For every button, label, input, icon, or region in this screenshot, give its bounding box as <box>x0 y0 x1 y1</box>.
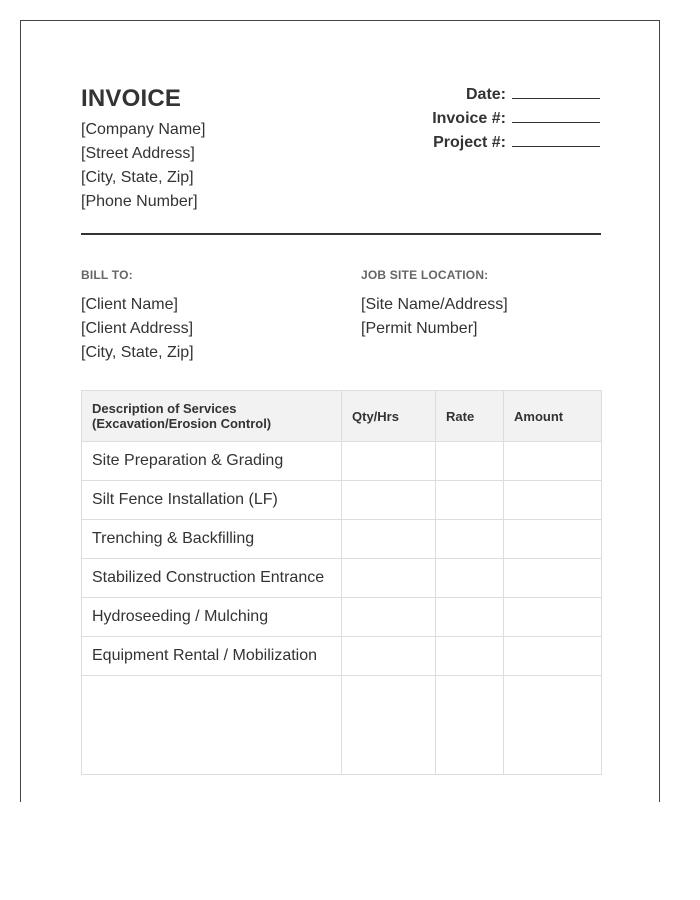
amount-cell[interactable] <box>504 559 602 598</box>
invoice-number-row <box>432 107 600 131</box>
amount-cell[interactable] <box>504 676 602 775</box>
qty-cell[interactable] <box>342 598 436 637</box>
date-field[interactable] <box>512 84 600 99</box>
client-city: [City, State, Zip] <box>81 344 194 361</box>
job-site-label: JOB SITE LOCATION: <box>361 268 489 282</box>
table-header-row <box>82 391 602 442</box>
rate-cell[interactable] <box>436 637 504 676</box>
qty-header: Qty/Hrs <box>342 391 436 442</box>
table-row <box>82 559 602 598</box>
permit-number: [Permit Number] <box>361 320 478 337</box>
services-table <box>81 390 602 775</box>
description-header <box>82 391 342 442</box>
site-name-address: [Site Name/Address] <box>361 296 508 313</box>
company-phone: [Phone Number] <box>81 193 198 210</box>
amount-cell[interactable] <box>504 598 602 637</box>
company-name: [Company Name] <box>81 121 206 138</box>
amount-cell[interactable] <box>504 637 602 676</box>
project-number-field[interactable] <box>512 132 600 147</box>
rate-cell[interactable] <box>436 676 504 775</box>
rate-header: Rate <box>436 391 504 442</box>
client-address: [Client Address] <box>81 320 194 337</box>
invoice-number-field[interactable] <box>512 108 600 123</box>
table-row <box>82 598 602 637</box>
invoice-meta <box>432 83 600 155</box>
rate-cell[interactable] <box>436 559 504 598</box>
table-row <box>82 442 602 481</box>
job-site-section <box>361 267 601 341</box>
project-number-row <box>432 131 600 155</box>
header-divider <box>81 233 601 235</box>
description-header-line2: (Excavation/Erosion Control) <box>92 416 272 431</box>
invoice-number-label: Invoice #: <box>432 110 506 127</box>
table-row <box>82 520 602 559</box>
bill-to-section <box>81 267 341 365</box>
project-number-label: Project #: <box>433 134 506 151</box>
table-row-blank <box>82 676 602 775</box>
invoice-page <box>20 20 660 802</box>
qty-cell[interactable] <box>342 442 436 481</box>
amount-cell[interactable] <box>504 520 602 559</box>
service-description: Equipment Rental / Mobilization <box>82 637 342 676</box>
service-description: Hydroseeding / Mulching <box>82 598 342 637</box>
qty-cell[interactable] <box>342 559 436 598</box>
service-description: Trenching & Backfilling <box>82 520 342 559</box>
date-row <box>432 83 600 107</box>
table-row <box>82 481 602 520</box>
qty-cell[interactable] <box>342 637 436 676</box>
company-street: [Street Address] <box>81 145 195 162</box>
invoice-title: INVOICE <box>81 85 182 112</box>
rate-cell[interactable] <box>436 442 504 481</box>
rate-cell[interactable] <box>436 481 504 520</box>
qty-cell[interactable] <box>342 520 436 559</box>
date-label: Date: <box>465 86 506 103</box>
company-info <box>81 118 206 214</box>
company-city: [City, State, Zip] <box>81 169 194 186</box>
rate-cell[interactable] <box>436 520 504 559</box>
amount-cell[interactable] <box>504 442 602 481</box>
description-header-line1: Description of Services <box>92 401 237 416</box>
service-description: Stabilized Construction Entrance <box>82 559 342 598</box>
rate-cell[interactable] <box>436 598 504 637</box>
qty-cell[interactable] <box>342 676 436 775</box>
client-name: [Client Name] <box>81 296 178 313</box>
amount-header: Amount <box>504 391 602 442</box>
service-description: Silt Fence Installation (LF) <box>82 481 342 520</box>
table-row <box>82 637 602 676</box>
amount-cell[interactable] <box>504 481 602 520</box>
service-description[interactable] <box>82 676 342 775</box>
bill-to-label: BILL TO: <box>81 268 133 282</box>
qty-cell[interactable] <box>342 481 436 520</box>
service-description: Site Preparation & Grading <box>82 442 342 481</box>
